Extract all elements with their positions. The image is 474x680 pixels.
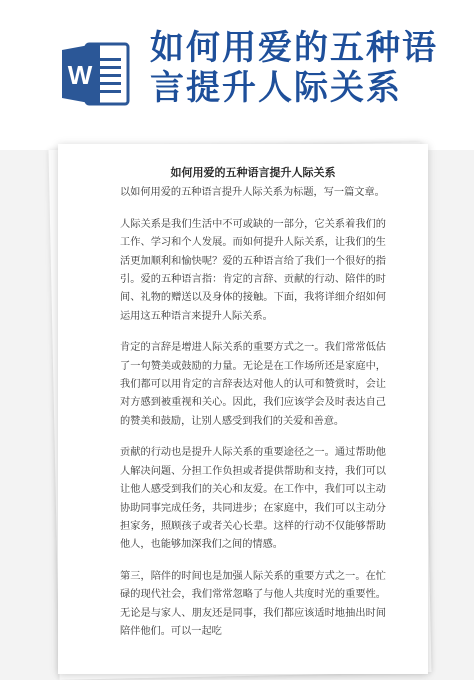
banner bbox=[0, 0, 474, 150]
word-logo-letter: W bbox=[67, 60, 93, 90]
paragraph-acts-of-service: 贡献的行动也是提升人际关系的重要途径之一。通过帮助他人解决问题、分担工作负担或者提供帮助和支持，我们可以让他人感受到我们的关心和友爱。在工作中，我们可以主动协助同事完成任务，共同进步；在家庭中，我们可以主动分担家务，照顾孩子或者关心长辈。这样的行动不仅能够帮助他人，也能够加深我们之间的情感。 bbox=[120, 447, 386, 551]
document-page bbox=[58, 144, 428, 674]
paragraph-words-of-affirmation: 肯定的言辞是增进人际关系的重要方式之一。我们常常低估了一句赞美或鼓励的力量。无论是在工作场所还是家庭中，我们都可以用肯定的言辞表达对他人的认可和赞赏时，会让对方感到被重视和关心。因此，我们应该学会及时表达自己的赞美和鼓励，让别人感受到我们的关爱和善意。 bbox=[120, 342, 386, 427]
banner-title: 如何用爱的五种语言提升人际关系 bbox=[150, 28, 438, 108]
document-title: 如何用爱的五种语言提升人际关系 bbox=[170, 166, 336, 179]
paragraph-intro: 以如何用爱的五种语言提升人际关系为标题，写一篇文章。 bbox=[120, 187, 385, 199]
paragraph-quality-time: 第三，陪伴的时间也是加强人际关系的重要方式之一。在忙碌的现代社会，我们常常忽略了与他人共度时光的重要性。无论是与家人、朋友还是同事，我们都应该适时地抽出时间陪伴他们。可以一起吃 bbox=[120, 570, 386, 637]
word-doc-icon bbox=[60, 38, 132, 110]
paragraph-overview: 人际关系是我们生活中不可或缺的一部分，它关系着我们的工作、学习和个人发展。而如何提升人际关系，让我们的生活更加顺利和愉快呢？爱的五种语言给了我们一个很好的指引。爱的五种语言指：肯定的言辞、贡献的行动、陪伴的时间、礼物的赠送以及身体的接触。下面，我将详细介绍如何运用这五种语言来提升人际关系。 bbox=[120, 218, 386, 322]
